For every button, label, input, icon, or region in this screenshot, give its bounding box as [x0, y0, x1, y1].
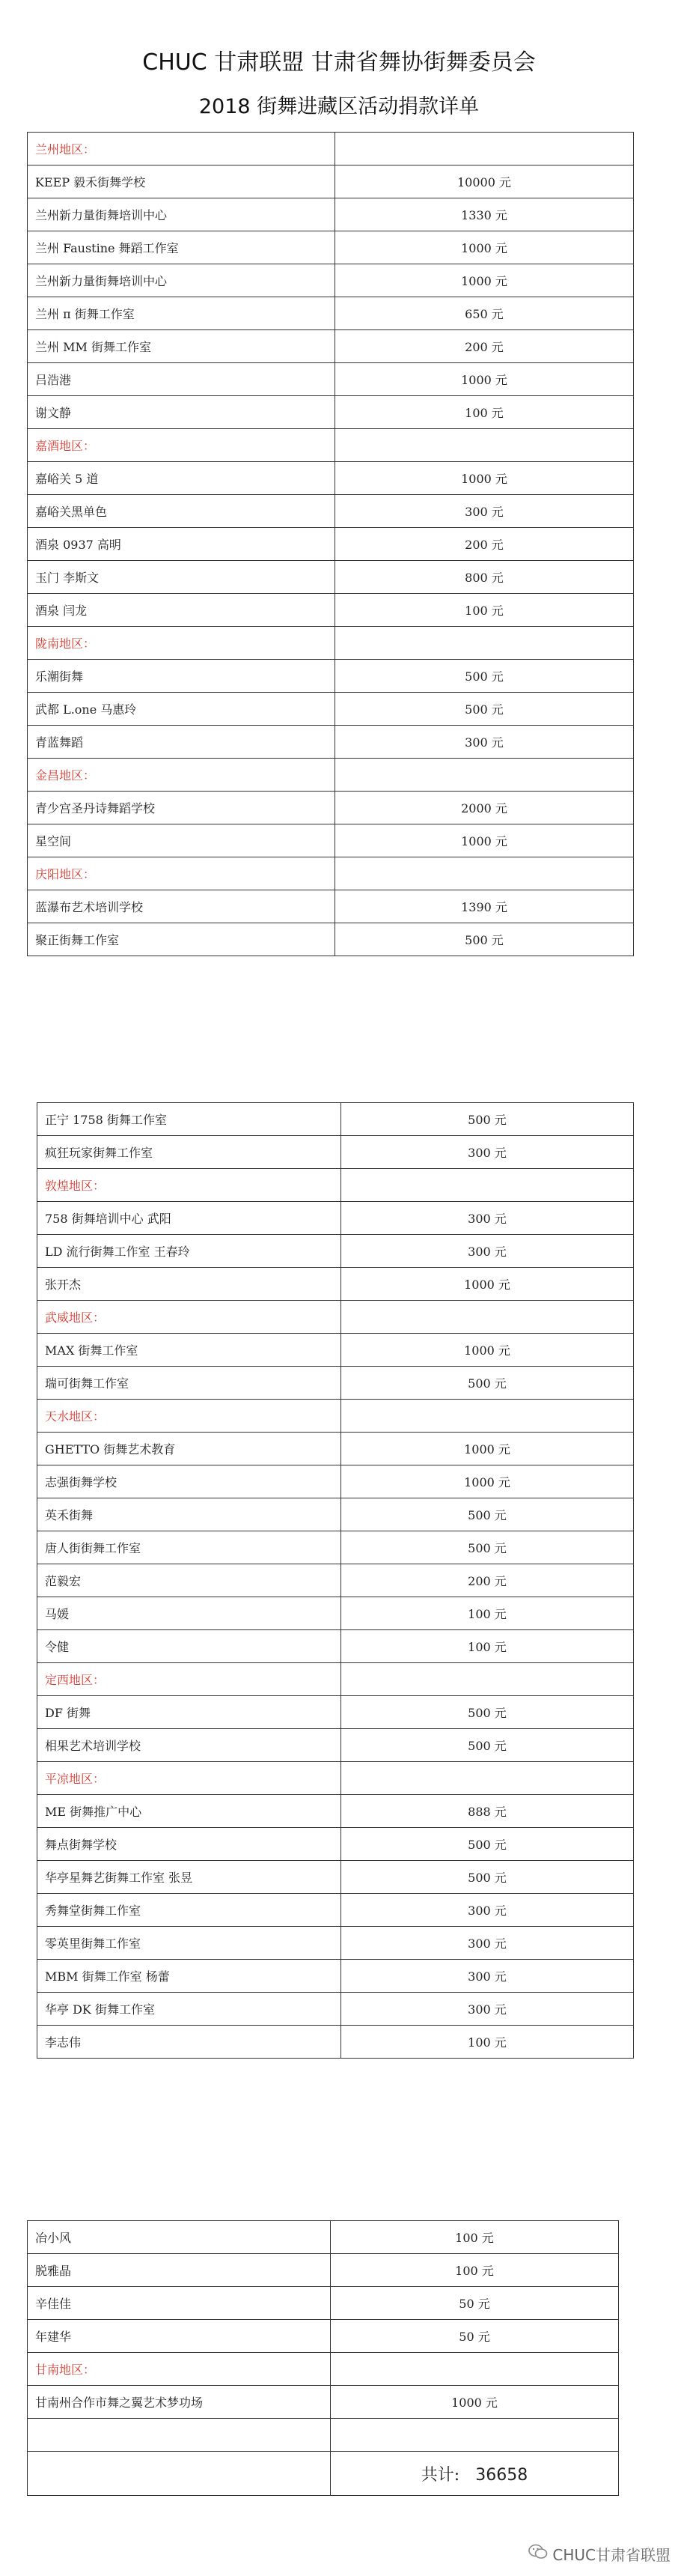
donation-amount-cell: 1000 元 [335, 363, 634, 396]
donation-row [37, 1861, 634, 1894]
donation-row [37, 1235, 634, 1268]
donation-row [28, 824, 634, 857]
region-header-row [37, 1169, 634, 1202]
donation-amount-cell: 500 元 [341, 1828, 634, 1861]
watermark [528, 2543, 671, 2565]
donation-row [37, 1103, 634, 1136]
donation-row [28, 231, 634, 264]
donation-amount-cell [341, 1762, 634, 1795]
donation-amount-cell: 100 元 [341, 1630, 634, 1663]
donation-amount-cell [331, 2419, 619, 2452]
wechat-icon [528, 2544, 548, 2564]
donation-amount-cell: 100 元 [335, 594, 634, 627]
donation-row [28, 2254, 619, 2287]
donor-name-cell: 兰州新力量街舞培训中心 [28, 264, 335, 297]
document-title: CHUC 甘肃联盟 甘肃省舞协街舞委员会 [142, 49, 536, 76]
donation-amount-cell: 100 元 [341, 2026, 634, 2059]
donation-amount-cell: 300 元 [341, 1894, 634, 1927]
donation-amount-cell [341, 1169, 634, 1202]
donation-row [28, 561, 634, 594]
donation-amount-cell: 300 元 [341, 1202, 634, 1235]
document-subtitle: 2018 街舞进藏区活动捐款详单 [198, 95, 480, 118]
donation-row [37, 1696, 634, 1729]
region-header-row [37, 1762, 634, 1795]
donation-table-page-1 [27, 132, 634, 956]
donor-name-cell: KEEP 毅禾街舞学校 [28, 165, 335, 198]
donor-name-cell: 瑞可街舞工作室 [37, 1367, 341, 1400]
donation-row [37, 1498, 634, 1531]
donation-row [37, 1367, 634, 1400]
donation-row [28, 923, 634, 956]
donor-name-cell: 嘉峪关黑单色 [28, 495, 335, 528]
donation-row [37, 1531, 634, 1564]
donation-row [28, 462, 634, 495]
donation-row [37, 1630, 634, 1663]
donation-amount-cell: 1330 元 [335, 198, 634, 231]
donation-row [37, 1993, 634, 2026]
donation-amount-cell: 50 元 [331, 2287, 619, 2320]
donation-row [28, 528, 634, 561]
donor-name-cell: 青少宫圣丹诗舞蹈学校 [28, 792, 335, 824]
donation-row [28, 2221, 619, 2254]
donor-name-cell: 武都 L.one 马惠玲 [28, 693, 335, 726]
donation-amount-cell: 100 元 [331, 2221, 619, 2254]
donation-table-page-2 [37, 1102, 634, 2059]
donation-row [37, 1828, 634, 1861]
region-name-cell: 武威地区： [37, 1301, 341, 1334]
donation-amount-cell: 800 元 [335, 561, 634, 594]
donor-name-cell: 马媛 [37, 1597, 341, 1630]
donation-row [28, 693, 634, 726]
region-header-row [28, 759, 634, 792]
donation-row [37, 1433, 634, 1465]
donation-amount-cell: 1000 元 [335, 231, 634, 264]
donation-row [37, 1334, 634, 1367]
donation-amount-cell: 300 元 [335, 495, 634, 528]
total-label: 共计: [421, 2465, 460, 2485]
donor-name-cell: 舞点街舞学校 [37, 1828, 341, 1861]
region-header-row [37, 1663, 634, 1696]
total-cell [331, 2452, 619, 2496]
donor-name-cell: 李志伟 [37, 2026, 341, 2059]
donation-amount-cell: 1000 元 [331, 2386, 619, 2419]
donation-row [28, 726, 634, 759]
donor-name-cell: 张开杰 [37, 1268, 341, 1301]
donation-amount-cell: 1000 元 [335, 462, 634, 495]
region-name-cell: 敦煌地区： [37, 1169, 341, 1202]
region-header-row [28, 429, 634, 462]
donation-row [28, 890, 634, 923]
donor-name-cell: MAX 街舞工作室 [37, 1334, 341, 1367]
region-name-cell: 定西地区： [37, 1663, 341, 1696]
donation-row [37, 1564, 634, 1597]
donation-row [28, 2386, 619, 2419]
total-value: 36658 [475, 2465, 528, 2485]
donor-name-cell: 酒泉 闫龙 [28, 594, 335, 627]
donation-amount-cell: 500 元 [335, 923, 634, 956]
donation-row [28, 264, 634, 297]
donation-amount-cell: 500 元 [341, 1498, 634, 1531]
donation-amount-cell: 888 元 [341, 1795, 634, 1828]
total-label-cell [28, 2452, 331, 2496]
donation-amount-cell: 300 元 [341, 1993, 634, 2026]
donation-amount-cell: 50 元 [331, 2320, 619, 2353]
donor-name-cell: LD 流行街舞工作室 王春玲 [37, 1235, 341, 1268]
donation-row [37, 1795, 634, 1828]
donor-name-cell: MBM 街舞工作室 杨蕾 [37, 1960, 341, 1993]
donation-amount-cell: 1000 元 [341, 1334, 634, 1367]
donor-name-cell: 华亭星舞艺街舞工作室 张昱 [37, 1861, 341, 1894]
region-name-cell: 甘南地区： [28, 2353, 331, 2386]
region-header-row [28, 2353, 619, 2386]
donation-row [37, 1465, 634, 1498]
donation-amount-cell: 200 元 [335, 330, 634, 363]
donor-name-cell: 正宁 1758 街舞工作室 [37, 1103, 341, 1136]
donor-name-cell: 兰州 MM 街舞工作室 [28, 330, 335, 363]
region-name-cell: 金昌地区： [28, 759, 335, 792]
donor-name-cell: 秀舞堂街舞工作室 [37, 1894, 341, 1927]
donation-row [28, 2419, 619, 2452]
donation-row [37, 1136, 634, 1169]
donation-amount-cell: 10000 元 [335, 165, 634, 198]
donor-name-cell: 聚正街舞工作室 [28, 923, 335, 956]
donation-row [28, 396, 634, 429]
donor-name-cell: 758 街舞培训中心 武阳 [37, 1202, 341, 1235]
donation-amount-cell: 1000 元 [335, 824, 634, 857]
donation-amount-cell: 1000 元 [341, 1465, 634, 1498]
donor-name-cell: 范毅宏 [37, 1564, 341, 1597]
region-name-cell: 嘉酒地区： [28, 429, 335, 462]
donation-row [28, 792, 634, 824]
donation-amount-cell [341, 1663, 634, 1696]
donation-amount-cell: 100 元 [335, 396, 634, 429]
donor-name-cell: 辛佳佳 [28, 2287, 331, 2320]
donation-amount-cell: 200 元 [335, 528, 634, 561]
donor-name-cell: GHETTO 街舞艺术教育 [37, 1433, 341, 1465]
donation-amount-cell: 1000 元 [341, 1268, 634, 1301]
donor-name-cell: 相果艺术培训学校 [37, 1729, 341, 1762]
donation-amount-cell [341, 1301, 634, 1334]
donation-row [37, 1960, 634, 1993]
region-header-row [28, 133, 634, 165]
donation-amount-cell: 100 元 [341, 1597, 634, 1630]
donation-row [28, 2320, 619, 2353]
donor-name-cell: 英禾街舞 [37, 1498, 341, 1531]
donation-amount-cell: 1000 元 [335, 264, 634, 297]
donor-name-cell: 嘉峪关 5 道 [28, 462, 335, 495]
donation-amount-cell: 2000 元 [335, 792, 634, 824]
donor-name-cell: ME 街舞推广中心 [37, 1795, 341, 1828]
donation-amount-cell [331, 2353, 619, 2386]
donor-name-cell: 冶小风 [28, 2221, 331, 2254]
region-name-cell: 兰州地区： [28, 133, 335, 165]
donor-name-cell: DF 街舞 [37, 1696, 341, 1729]
donor-name-cell: 兰州新力量街舞培训中心 [28, 198, 335, 231]
donor-name-cell: 唐人街街舞工作室 [37, 1531, 341, 1564]
donation-row [28, 363, 634, 396]
donation-amount-cell: 1000 元 [341, 1433, 634, 1465]
donation-amount-cell: 500 元 [341, 1861, 634, 1894]
donor-name-cell: 脱雅晶 [28, 2254, 331, 2287]
donor-name-cell: 玉门 李斯文 [28, 561, 335, 594]
donation-row [37, 1729, 634, 1762]
donation-amount-cell: 300 元 [341, 1927, 634, 1960]
donation-table-page-3 [27, 2220, 619, 2496]
donation-amount-cell: 300 元 [341, 1136, 634, 1169]
donation-amount-cell: 200 元 [341, 1564, 634, 1597]
region-name-cell: 庆阳地区： [28, 857, 335, 890]
donation-row [37, 1927, 634, 1960]
donor-name-cell: 志强街舞学校 [37, 1465, 341, 1498]
donation-amount-cell: 1390 元 [335, 890, 634, 923]
donation-amount-cell: 650 元 [335, 297, 634, 330]
donor-name-cell: 兰州 π 街舞工作室 [28, 297, 335, 330]
donation-row [28, 297, 634, 330]
region-name-cell: 陇南地区： [28, 627, 335, 660]
donation-amount-cell [335, 133, 634, 165]
donation-amount-cell: 500 元 [341, 1103, 634, 1136]
donation-row [28, 2287, 619, 2320]
donor-name-cell: 令健 [37, 1630, 341, 1663]
donation-amount-cell [341, 1400, 634, 1433]
donor-name-cell: 年建华 [28, 2320, 331, 2353]
donation-amount-cell: 300 元 [341, 1235, 634, 1268]
donation-amount-cell: 300 元 [341, 1960, 634, 1993]
region-header-row [28, 857, 634, 890]
donation-row [37, 2026, 634, 2059]
donation-amount-cell [335, 857, 634, 890]
donation-amount-cell: 100 元 [331, 2254, 619, 2287]
donation-amount-cell: 300 元 [335, 726, 634, 759]
donor-name-cell: 疯狂玩家街舞工作室 [37, 1136, 341, 1169]
donation-row [37, 1894, 634, 1927]
donor-name-cell: 甘南州合作市舞之翼艺术梦功场 [28, 2386, 331, 2419]
region-header-row [28, 627, 634, 660]
donor-name-cell [28, 2419, 331, 2452]
donor-name-cell: 青蓝舞蹈 [28, 726, 335, 759]
donation-amount-cell: 500 元 [341, 1367, 634, 1400]
donation-row [28, 165, 634, 198]
donor-name-cell: 兰州 Faustine 舞蹈工作室 [28, 231, 335, 264]
region-name-cell: 平凉地区： [37, 1762, 341, 1795]
donation-row [28, 495, 634, 528]
donor-name-cell: 谢文静 [28, 396, 335, 429]
donation-row [37, 1268, 634, 1301]
donor-name-cell: 乐潮街舞 [28, 660, 335, 693]
donation-row [28, 660, 634, 693]
region-header-row [37, 1301, 634, 1334]
donation-amount-cell: 500 元 [341, 1729, 634, 1762]
total-row [28, 2452, 619, 2496]
donation-amount-cell [335, 429, 634, 462]
donor-name-cell: 星空间 [28, 824, 335, 857]
donor-name-cell: 零英里街舞工作室 [37, 1927, 341, 1960]
donation-row [37, 1597, 634, 1630]
donation-amount-cell: 500 元 [335, 693, 634, 726]
donation-amount-cell: 500 元 [341, 1696, 634, 1729]
donation-amount-cell: 500 元 [335, 660, 634, 693]
region-header-row [37, 1400, 634, 1433]
donor-name-cell: 酒泉 0937 高明 [28, 528, 335, 561]
region-name-cell: 天水地区： [37, 1400, 341, 1433]
donation-row [28, 198, 634, 231]
donation-row [28, 330, 634, 363]
donation-amount-cell [335, 627, 634, 660]
donation-row [37, 1202, 634, 1235]
watermark-text: CHUC甘肃省联盟 [552, 2546, 671, 2564]
donor-name-cell: 吕浩港 [28, 363, 335, 396]
donor-name-cell: 蓝瀑布艺术培训学校 [28, 890, 335, 923]
donor-name-cell: 华亭 DK 街舞工作室 [37, 1993, 341, 2026]
donation-amount-cell: 500 元 [341, 1531, 634, 1564]
donation-amount-cell [335, 759, 634, 792]
donation-row [28, 594, 634, 627]
